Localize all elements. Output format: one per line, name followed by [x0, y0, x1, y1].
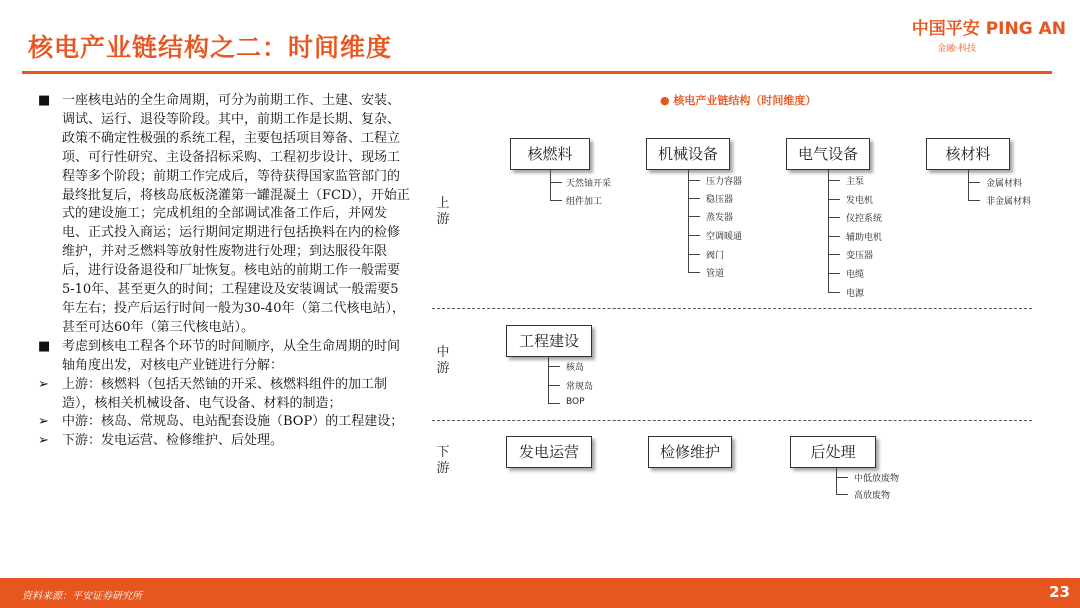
connector [968, 170, 969, 200]
category-box: 核燃料 [510, 138, 590, 170]
connector [828, 217, 840, 218]
section-divider [432, 420, 1032, 421]
midstream-label: 中游 [436, 345, 450, 376]
paragraph-text: 一座核电站的全生命周期，可分为前期工作、土建、安装、调试、运行、退役等阶段。其中，前期工作是长期、复杂、政策不确定性极强的系统工程，主要包括项目筹备、工程立项、可行性研究、主设备招标采购、工程初步设计、现场工程等多个阶段；前期工作完成后，等待获得国家监管部门的最终批复后，将核岛底板浇灌第一罐混凝土（FCD），开始正式的建设施工；完成机组的全部调试准备工作后，并网发电、正式投入商运；运行期间定期进行包括换料在内的检修维护，并对乏燃料等放射性废物进行处理；到达服役年限后，进行设备退役和厂址恢复。核电站的前期工作一般需要5-10年、甚至更久的时间；工程建设及安装调试一般需要5年左右；投产后运行时间一般为30-40年（第二代核电站），甚至可达60年（第三代核电站）。 [62, 93, 410, 335]
bullet: ■ [38, 338, 51, 354]
paragraph [38, 413, 410, 432]
text-column [38, 92, 410, 451]
connector [548, 403, 560, 404]
category-box: 发电运营 [506, 436, 592, 468]
sub-item: 高放废物 [854, 491, 891, 501]
connector [688, 254, 700, 255]
connector [828, 199, 840, 200]
connector [688, 272, 700, 273]
category-box: 机械设备 [646, 138, 730, 170]
connector [688, 198, 700, 199]
paragraph-text: 考虑到核电工程各个环节的时间顺序，从全生命周期的时间轴角度出发，对核电产业链进行分解： [62, 338, 401, 373]
connector [828, 292, 840, 293]
connector [688, 180, 700, 181]
bullet: ➢ [38, 433, 49, 449]
connector [968, 182, 980, 183]
sub-item: 发电机 [846, 196, 874, 206]
connector [968, 200, 980, 201]
category-box: 工程建设 [506, 325, 592, 357]
sub-item: 管道 [706, 269, 725, 279]
connector [836, 477, 848, 478]
sub-item: 阀门 [706, 251, 725, 261]
connector [828, 254, 840, 255]
sub-item: 主泵 [846, 177, 865, 187]
title-divider [22, 71, 1052, 74]
connector [688, 235, 700, 236]
connector [828, 273, 840, 274]
paragraph-text: 下游：发电运营、检修维护、后处理。 [62, 433, 284, 449]
paragraph [38, 92, 410, 338]
sub-item: 空调暖通 [706, 232, 743, 242]
sub-item: 蒸发器 [706, 213, 734, 223]
section-divider [432, 308, 1032, 309]
sub-item: 辅助电机 [846, 233, 883, 243]
logo-sub: 金融·科技 [937, 44, 976, 54]
category-box: 核材料 [926, 138, 1010, 170]
category-box: 检修维护 [648, 436, 732, 468]
connector [548, 366, 560, 367]
connector [548, 385, 560, 386]
connector [548, 357, 549, 403]
sub-item: 非金属材料 [986, 197, 1032, 207]
bullet: ➢ [38, 414, 49, 430]
sub-item: 电源 [846, 289, 865, 299]
sub-item: 稳压器 [706, 195, 734, 205]
downstream-label: 下游 [436, 445, 450, 476]
upstream-label: 上游 [436, 196, 450, 227]
paragraph [38, 432, 410, 451]
sub-item: 常规岛 [566, 382, 594, 392]
logo-cn: 中国平安 [911, 19, 980, 39]
sub-item: 仪控系统 [846, 214, 883, 224]
connector [688, 170, 689, 272]
page-title: 核电产业链结构之二：时间维度 [28, 33, 393, 62]
sub-item: 变压器 [846, 251, 874, 261]
connector [836, 468, 837, 494]
sub-item: 核岛 [566, 363, 585, 373]
sub-item: 中低放废物 [854, 474, 900, 484]
sub-item: 天然铀开采 [566, 179, 612, 189]
connector [836, 494, 848, 495]
connector [828, 236, 840, 237]
paragraph-text: 上游：核燃料（包括天然铀的开采、核燃料组件的加工制造），核相关机械设备、电气设备、材料的制造； [62, 376, 388, 411]
footer-bar [0, 578, 1080, 608]
diagram-title: ● 核电产业链结构（时间维度） [660, 94, 817, 107]
connector [550, 200, 562, 201]
company-logo [912, 14, 1066, 54]
logo-en: PING AN [985, 19, 1066, 39]
connector [550, 170, 551, 200]
category-box: 电气设备 [786, 138, 870, 170]
paragraph [38, 376, 410, 414]
bullet: ■ [38, 93, 51, 108]
sub-item: BOP [566, 397, 585, 407]
bullet: ➢ [38, 376, 49, 392]
source-note: 资料来源：平安证券研究所 [22, 591, 142, 602]
sub-item: 金属材料 [986, 179, 1023, 189]
paragraph-text: 中游：核岛、常规岛、电站配套设施（BOP）的工程建设； [62, 414, 404, 430]
paragraph [38, 338, 410, 376]
connector [828, 180, 840, 181]
connector [688, 216, 700, 217]
sub-item: 压力容器 [706, 177, 743, 187]
connector [550, 182, 562, 183]
category-box: 后处理 [790, 436, 876, 468]
page-number: 23 [1049, 583, 1070, 601]
sub-item: 电缆 [846, 270, 865, 280]
sub-item: 组件加工 [566, 197, 603, 207]
